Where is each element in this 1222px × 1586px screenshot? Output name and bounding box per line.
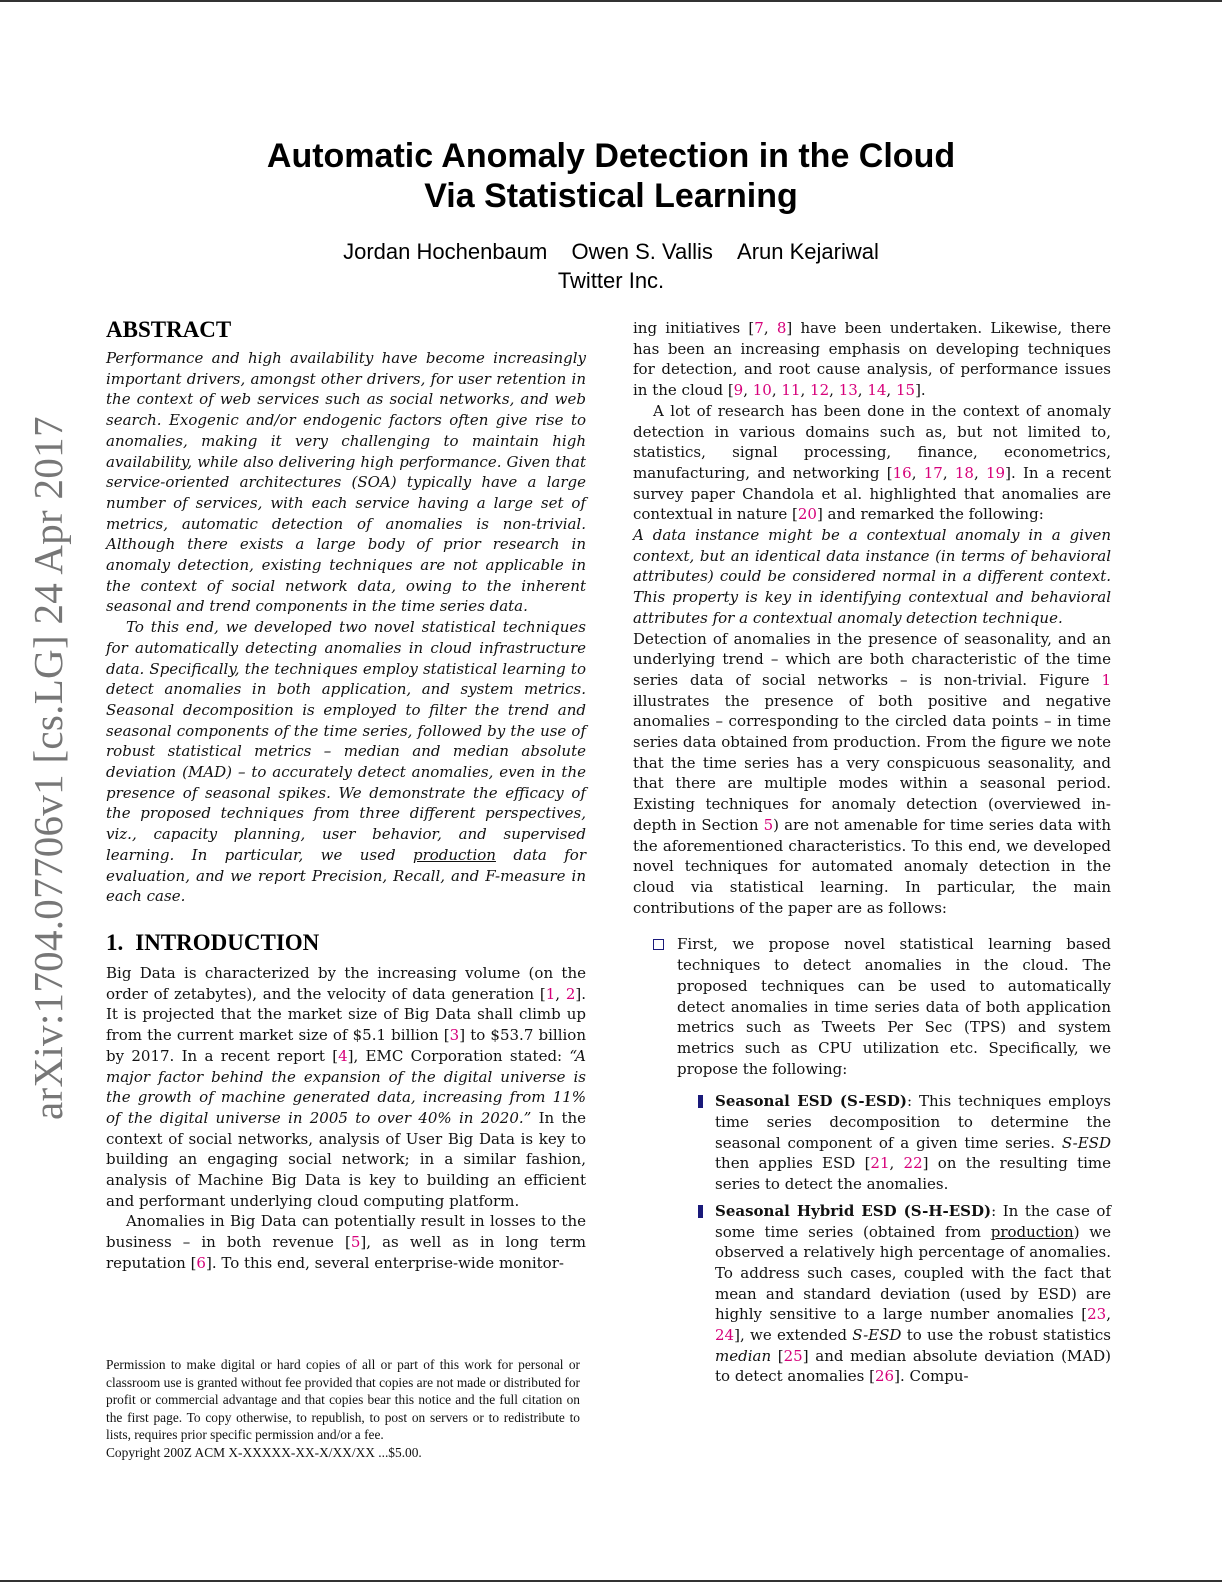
section-link[interactable]: 5: [763, 815, 774, 834]
citation-link[interactable]: 25: [783, 1346, 803, 1365]
author-name: Jordan Hochenbaum: [343, 239, 548, 264]
citation-link[interactable]: 15: [895, 381, 916, 400]
abstract-paragraph: To this end, we developed two novel statistical techniques for automatically detecting anomalies in cloud infrastructure data. Specifically, the techniques employ statistical learning to detect anomalies in both application, and system metrics. Seasonal decomposition is employed to filter the trend and seasonal components of the time series, followed by the use of robust statistical metrics – median and median absolute deviation (MAD) – to accurately detect anomalies, even in the presence of seasonal spikes. We demonstrate the efficacy of the proposed techniques from three different perspectives, viz., capacity planning, user behavior, and supervised learning. In particular, we used production data for evaluation, and we report Precision, Recall, and F-measure in each case.: [106, 618, 586, 906]
square-bullet-icon: [653, 939, 664, 950]
block-quote: A data instance might be a contextual anomaly in a given context, but an identical data instance (in terms of behavioral attributes) could be considered normal in a different context. This property is key in identifying contextual and behavioral attributes for a contextual anomaly detection technique.: [633, 526, 1111, 627]
author-block: [0, 237, 1222, 295]
author-name: Owen S. Vallis: [571, 239, 713, 264]
technique-label: Seasonal Hybrid ESD (S-H-ESD): [715, 1201, 992, 1220]
citation-link[interactable]: 2: [565, 984, 576, 1003]
affiliation: Twitter Inc.: [557, 268, 665, 293]
right-column: [633, 318, 1111, 1393]
citation-link[interactable]: 18: [954, 463, 974, 482]
underlined-word: production: [990, 1222, 1074, 1241]
emc-quote: “A major factor behind the expansion of the digital universe is the growth of machine generated data, increasing from 11% of the digital universe in 2005 to over 40% in 2020.”: [106, 1046, 586, 1127]
citation-link[interactable]: 11: [781, 381, 801, 400]
title-line-1: Automatic Anomaly Detection in the Cloud: [266, 137, 956, 175]
citation-link[interactable]: 20: [797, 505, 817, 524]
underlined-word: production: [412, 845, 496, 864]
citation-link[interactable]: 26: [875, 1367, 895, 1386]
citation-link[interactable]: 5: [350, 1233, 361, 1252]
author-names: [0, 237, 1222, 266]
technique-list: [677, 1091, 1111, 1387]
bottom-rule: [0, 1580, 1222, 1582]
citation-link[interactable]: 24: [715, 1326, 735, 1345]
author-name: Arun Kejariwal: [737, 239, 879, 264]
citation-link[interactable]: 19: [986, 463, 1006, 482]
intro-paragraph: Big Data is characterized by the increasing volume (on the order of zetabytes), and the velocity of data generation [1, 2]. It is projected that the market size of Big Data shall climb up from the current market size of $5.1 billion [3] to $53.7 billion by 2017. In a recent report [4], EMC Corporation stated: “A major factor behind the expansion of the digital universe is the growth of machine generated data, increasing from 11% of the digital universe in 2005 to over 40% in 2020.” In the context of social networks, analysis of User Big Data is key to building an engaging social network; in a similar fashion, analysis of Machine Big Data is key to building an efficient and performant underlying cloud computing platform.: [106, 963, 587, 1210]
citation-link[interactable]: 1: [545, 984, 556, 1003]
arxiv-stamp: arXiv:1704.07706v1 [cs.LG] 24 Apr 2017: [25, 416, 71, 1120]
body-paragraph: A lot of research has been done in the context of anomaly detection in various domains such as, but not limited to, statistics, signal processing, finance, econometrics, manufacturing, and networking [16, 17, 18, 19]. In a recent survey paper Chandola et al. highlighted that anomalies are contextual in nature [20] and remarked the following:: [633, 401, 1112, 524]
abstract-paragraph: Performance and high availability have become increasingly important drivers, amongst other drivers, for user retention in the context of web services such as social networks, and web search. Exogenic and/or endogenic factors often give rise to anomalies, making it very challenging to maintain high availability, while also delivering high performance. Given that service-oriented architectures (SOA) typically have a large number of services, with each service having a large set of metrics, automatic detection of anomalies is non-trivial. Although there exists a large body of prior research in anomaly detection, existing techniques are not applicable in the context of social network data, owing to the inherent seasonal and trend components in the time series data.: [106, 349, 586, 616]
bar-bullet-icon: [698, 1095, 703, 1108]
body-paragraph: Detection of anomalies in the presence of seasonality, and an underlying trend – which are both characteristic of the time series data of social networks – is non-trivial. Figure 1 illustrates the presence of both positive and negative anomalies – corresponding to the circled data points – in time series data obtained from production. From the figure we note that the time series has a very conspicuous seasonality, and that there are multiple modes within a seasonal period. Existing techniques for anomaly detection (overviewed in-depth in Section 5) are not amenable for time series data with the aforementioned characteristics. To this end, we developed novel techniques for automated anomaly detection in the cloud via statistical learning. In particular, the main contributions of the paper are as follows:: [633, 629, 1111, 917]
citation-link[interactable]: 7: [754, 319, 764, 337]
left-column: [106, 316, 586, 1274]
citation-link[interactable]: 12: [810, 381, 830, 400]
technique-label: Seasonal ESD (S-ESD): [715, 1092, 907, 1111]
citation-link[interactable]: 17: [923, 463, 943, 482]
title-line-2: Via Statistical Learning: [424, 177, 798, 215]
copyright-line: Copyright 200Z ACM X-XXXXX-XX-X/XX/XX ...$5.00.: [106, 1444, 422, 1460]
permission-text: Permission to make digital or hard copies of all or part of this work for personal or classroom use is granted without fee provided that copies are not made or distributed for profit or commercial advantage and that copies bear this notice and the full citation on the first page. To copy otherwise, to republish, to post on servers or to redistribute to lists, requires prior specific permission and/or a fee.: [106, 1357, 580, 1442]
figure-link[interactable]: 1: [1101, 670, 1111, 689]
abstract-heading: ABSTRACT: [106, 317, 232, 342]
contribution-item: First, we propose novel statistical learning based techniques to detect anomalies in the cloud. The proposed techniques can be used to automatically detect anomalies in time series data of both application metrics such as Tweets Per Sec (TPS) and system metrics such as CPU utilization etc. Specifically, we propose the following:: [677, 935, 1111, 1078]
technique-item-sesd: Seasonal ESD (S-ESD): This techniques employs time series decomposition to determine the seasonal component of a given time series. S-ESD then applies ESD [21, 22] on the resulting time series to detect the anomalies.: [715, 1091, 1111, 1195]
paper-title: [0, 136, 1222, 216]
section-title: INTRODUCTION: [135, 929, 320, 955]
top-rule: [0, 0, 1222, 2]
permission-notice: [106, 1356, 580, 1461]
abstract-body: [106, 348, 586, 907]
citation-link[interactable]: 22: [903, 1154, 923, 1173]
contributions-list: [633, 934, 1111, 1387]
citation-link[interactable]: 23: [1087, 1305, 1107, 1324]
intro-paragraph: Anomalies in Big Data can potentially result in losses to the business – in both revenue [5], as well as in long term reputation [6]. To this end, several enterprise-wide monitor-: [106, 1212, 586, 1272]
intro-heading: [106, 929, 586, 957]
citation-link[interactable]: 14: [867, 381, 887, 400]
citation-link[interactable]: 21: [870, 1154, 890, 1173]
citation-link[interactable]: 13: [838, 381, 858, 400]
citation-link[interactable]: 4: [338, 1046, 348, 1065]
section-number: 1.: [106, 929, 124, 955]
citation-link[interactable]: 10: [752, 381, 772, 400]
technique-item-shesd: Seasonal Hybrid ESD (S-H-ESD): In the case of some time series (obtained from production) we observed a relatively high percentage of anomalies. To address such cases, coupled with the fact that mean and standard deviation (used by ESD) are highly sensitive to a large number anomalies [23, 24], we extended S-ESD to use the robust statistics median [25] and median absolute deviation (MAD) to detect anomalies [26]. Compu-: [715, 1201, 1111, 1387]
citation-link[interactable]: 3: [449, 1026, 460, 1045]
citation-link[interactable]: 8: [776, 319, 787, 337]
citation-link[interactable]: 6: [196, 1253, 206, 1272]
citation-link[interactable]: 16: [892, 463, 912, 482]
bar-bullet-icon: [698, 1205, 703, 1218]
body-paragraph: ing initiatives [7, 8] have been undertaken. Likewise, there has been an increasing emphasis on developing techniques for detection, and root cause analysis, of performance issues in the cloud [9, 10, 11, 12, 13, 14, 15].: [633, 319, 1111, 400]
citation-link[interactable]: 9: [733, 381, 744, 400]
